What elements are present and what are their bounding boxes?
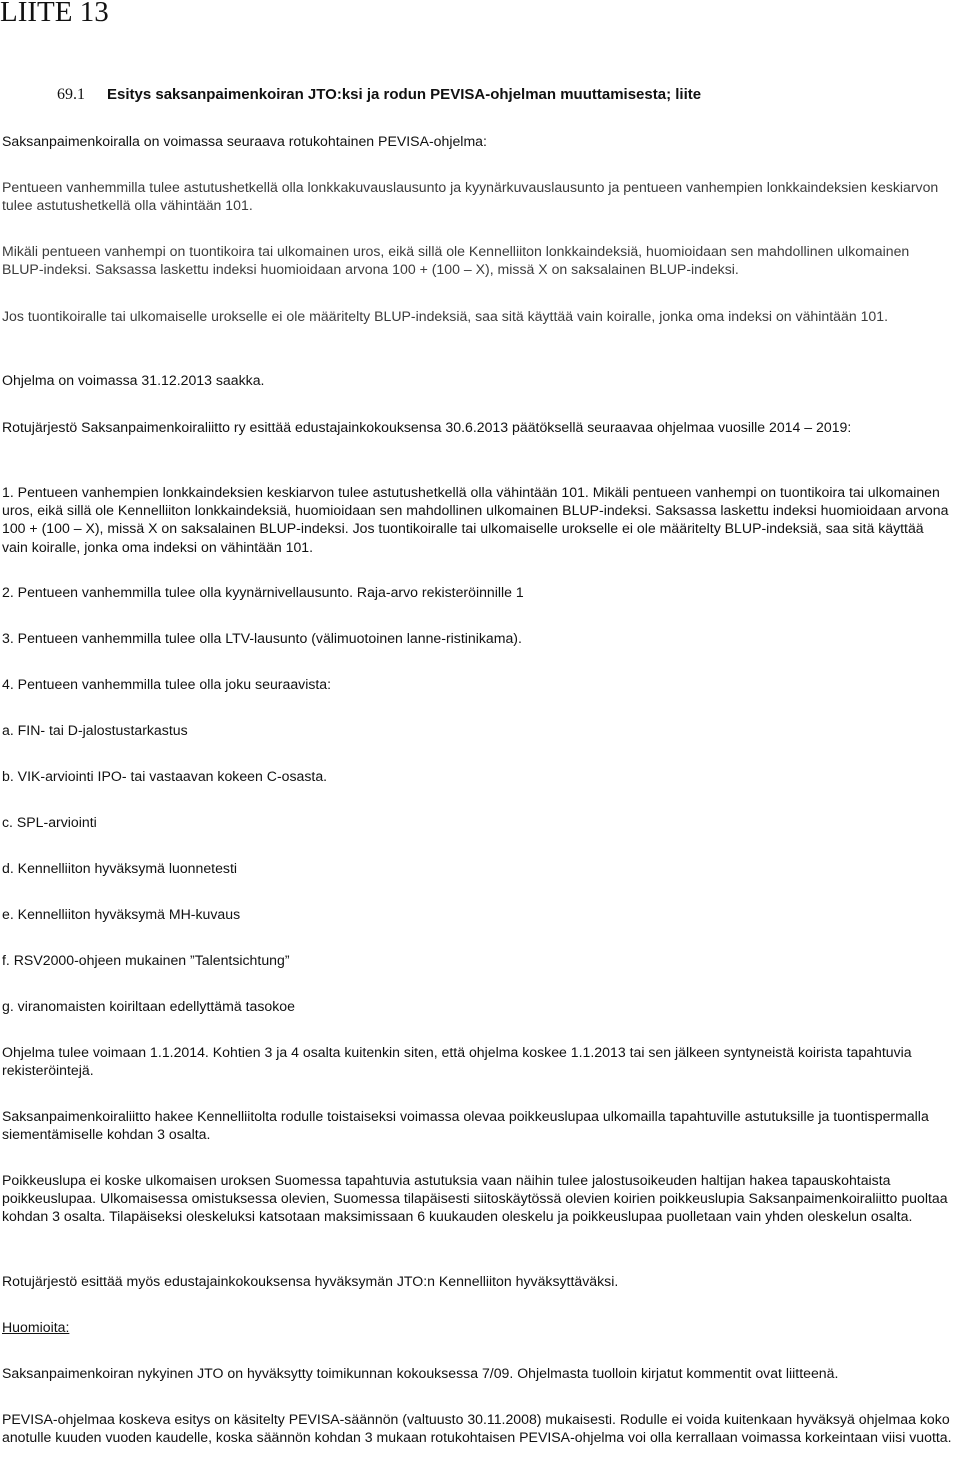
option-e: e. Kennelliiton hyväksymä MH-kuvaus (2, 906, 241, 922)
proposal-item-3: 3. Pentueen vanhemmilla tulee olla LTV-lausunto (välimuotoinen lanne-ristinikama). (2, 630, 522, 646)
program-validity: Ohjelma on voimassa 31.12.2013 saakka. (2, 372, 265, 388)
jto-approval: Rotujärjestö esittää myös edustajainkokouksensa hyväksymän JTO:n Kennelliiton hyväksyttäväksi. (2, 1273, 619, 1289)
import-rule-paragraph (2, 242, 952, 278)
note-jto-approved: Saksanpaimenkoiran nykyinen JTO on hyväksytty toimikunnan kokouksessa 7/09. Ohjelmasta tuolloin kirjatut kommentit ovat liitteenä. (2, 1365, 839, 1381)
current-program-intro: Saksanpaimenkoiralla on voimassa seuraava rotukohtainen PEVISA-ohjelma: (2, 133, 487, 149)
section-title (57, 85, 701, 105)
option-f: f. RSV2000-ohjeen mukainen ”Talentsichtung” (2, 952, 290, 968)
note-pevisa-rule: PEVISA-ohjelmaa koskeva esitys on käsitelty PEVISA-säännön (valtuusto 30.11.2008) mukaisesti. Rodulle ei voida kuitenkaan hyväksyä ohjelmaa koko anotulle kuuden vuoden kaudelle, koska säännön kohdan 3 mukaan rotukohtaisen PEVISA-ohjelma voi olla kerrallaan voimassa korkeintaan viisi vuotta. (2, 1411, 952, 1446)
section-number: 69.1 (57, 86, 85, 103)
proposal-item-2: 2. Pentueen vanhemmilla tulee olla kyynärnivellausunto. Raja-arvo rekisteröinnille 1 (2, 584, 524, 600)
appendix-heading: LIITE 13 (0, 0, 109, 28)
import-rule-a: Mikäli pentueen vanhempi on tuontikoira tai ulkomainen uros, eikä sillä ole Kennelliiton lonkkaindeksiä, huomioidaan sen mahdollinen ulkomainen BLUP-indeksi. (2, 243, 910, 278)
import-rule-b: Saksassa laskettu indeksi huomioidaan arvona 100 + (100 – X), missä X on saksalainen BLUP-indeksi. (95, 261, 739, 278)
option-b: b. VIK-arviointi IPO- tai vastaavan kokeen C-osasta. (2, 768, 328, 784)
derogation-scope: Poikkeuslupa ei koske ulkomaisen uroksen Suomessa tapahtuvia astutuksia vaan näihin tulee jalostusoikeuden haltijan hakea tapauskohtaista poikkeuslupaa. Ulkomaisessa omistuksessa olevien, Suomessa tilapäisesti siitoskäytössä olevien koirien poikkeuslupia Saksanpaimenkoiraliitto puoltaa kohdan 3 osalta. Tilapäiseksi oleskeluksi katsotaan maksimissaan 6 kuukauden oleskelu ja poikkeuslupaa puolletaan vain yhden oleskelun osalta. (2, 1172, 948, 1225)
option-c: c. SPL-arviointi (2, 814, 97, 830)
option-d: d. Kennelliiton hyväksymä luonnetesti (2, 860, 238, 876)
notes-heading (2, 1318, 952, 1336)
section-title-text: Esitys saksanpaimenkoiran JTO:ksi ja rodun PEVISA-ohjelman muuttamisesta; liite (107, 86, 702, 103)
proposal-item-1: 1. Pentueen vanhempien lonkkaindeksien keskiarvon tulee astutushetkellä olla vähintään 101. Mikäli pentueen vanhempi on tuontikoira tai ulkomainen uros, eikä sillä ole Kennelliiton lonkkaindeksiä, huomioidaan sen mahdollinen ulkomainen BLUP-indeksi. Saksassa laskettu indeksi huomioidaan arvona 100 + (100 – X), missä X on saksalainen BLUP-indeksi. Jos tuontikoiralle tai ulkomaiselle urokselle ei ole määritelty BLUP-indeksiä, saa sitä käyttää vain koiralle, jonka oma indeksi on vähintään 101. (2, 484, 949, 555)
derogation-request: Saksanpaimenkoiraliitto hakee Kennelliitolta rodulle toistaiseksi voimassa olevaa poikkeuslupaa ulkomailla tapahtuville astutuksille ja tuontispermalla siementämiselle kohdan 3 osalta. (2, 1108, 929, 1143)
proposal-item-4: 4. Pentueen vanhemmilla tulee olla joku seuraavista: (2, 676, 332, 692)
proposal-intro: Rotujärjestö Saksanpaimenkoiraliitto ry esittää edustajainkokouksensa 30.6.2013 päätöksellä seuraavaa ohjelmaa vuosille 2014 – 2019: (2, 419, 852, 435)
notes-heading-text: Huomioita: (2, 1319, 70, 1335)
option-a: a. FIN- tai D-jalostustarkastus (2, 722, 188, 738)
option-g: g. viranomaisten koiriltaan edellyttämä tasokoe (2, 998, 295, 1014)
no-blup-rule: Jos tuontikoiralle tai ulkomaiselle urokselle ei ole määritelty BLUP-indeksiä, saa sitä käyttää vain koiralle, jonka oma indeksi on vähintään 101. (2, 308, 889, 324)
program-effective-date: Ohjelma tulee voimaan 1.1.2014. Kohtien 3 ja 4 osalta kuitenkin siten, että ohjelma koskee 1.1.2013 tai sen jälkeen syntyneistä koirista tapahtuvia rekisteröintejä. (2, 1044, 912, 1079)
current-program-requirement: Pentueen vanhemmilla tulee astutushetkellä olla lonkkakuvauslausunto ja kyynärkuvauslausunto ja pentueen vanhempien lonkkaindeksien keskiarvon tulee astutushetkellä olla vähintään 101. (2, 179, 939, 214)
